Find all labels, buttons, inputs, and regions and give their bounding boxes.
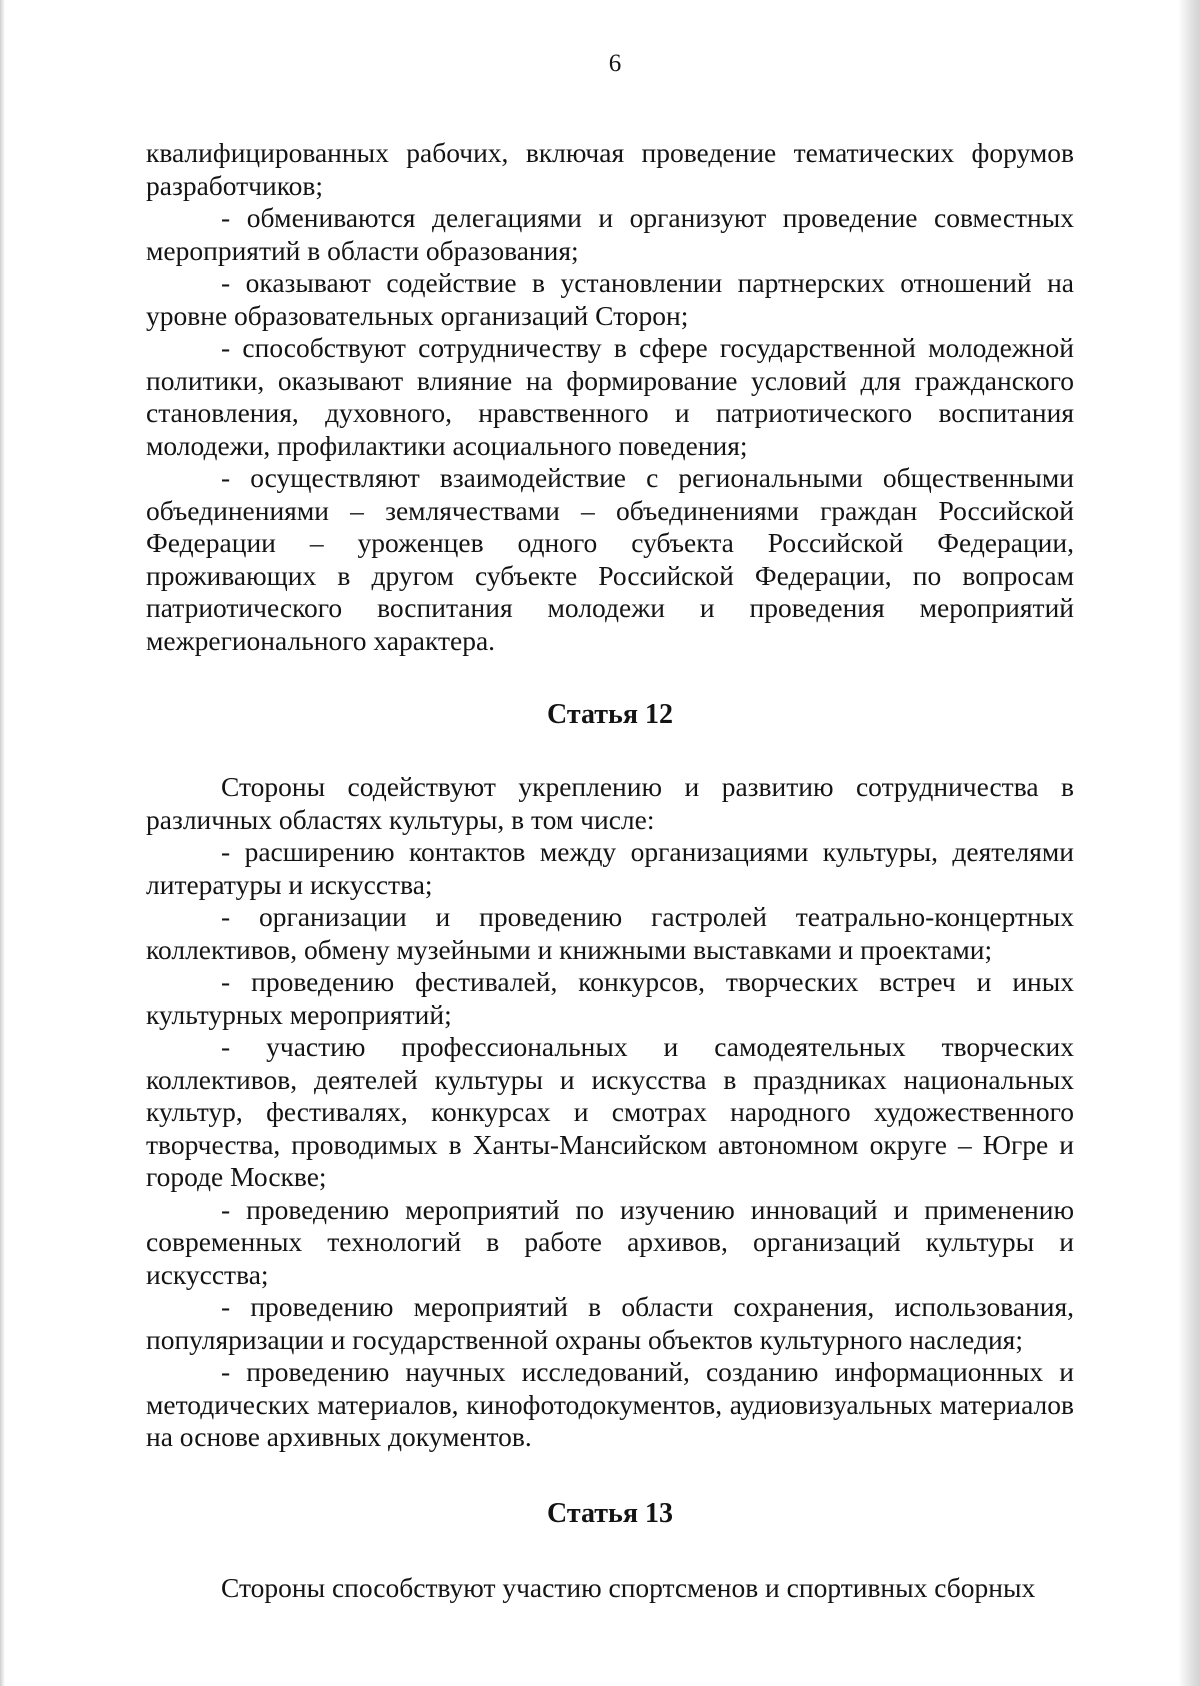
paragraph: - расширению контактов между организациями культуры, деятелями литературы и искусства;: [146, 836, 1074, 900]
article-heading: Статья 13: [547, 1497, 673, 1529]
article-heading: Статья 12: [547, 699, 673, 730]
paragraph: - способствуют сотрудничеству в сфере государственной молодежной политики, оказывают влияние на формирование условий для гражданского становления, духовного, нравственного и патриотического воспитания молодежи, профилактики асоциального поведения;: [146, 332, 1074, 461]
paragraph: - организации и проведению гастролей театрально-концертных коллективов, обмену музейными и книжными выставками и проектами;: [146, 901, 1074, 965]
paragraph: - обмениваются делегациями и организуют проведение совместных мероприятий в области образования;: [146, 202, 1074, 266]
scan-edge-right: [1178, 0, 1200, 1686]
paragraph: квалифицированных рабочих, включая проведение тематических форумов разработчиков;: [146, 137, 1074, 201]
paragraph: - проведению научных исследований, созданию информационных и методических материалов, кинофотодокументов, аудиовизуальных материалов на основе архивных документов.: [146, 1356, 1074, 1452]
paragraph: - проведению мероприятий по изучению инноваций и применению современных технологий в работе архивов, организаций культуры и искусства;: [146, 1193, 1074, 1290]
paragraph: - участию профессиональных и самодеятельных творческих коллективов, деятелей культуры и искусства в праздниках национальных культур, фестивалях, конкурсах и смотрах народного художественного творчества, проводимых в Ханты-Мансийском автономном округе – Югре и городе Москве;: [146, 1031, 1074, 1192]
paragraph: - оказывают содействие в установлении партнерских отношений на уровне образовательных организаций Сторон;: [146, 267, 1074, 331]
page-number: 6: [608, 50, 622, 77]
paragraph: Стороны содействуют укреплению и развитию сотрудничества в различных областях культуры, в том числе:: [146, 771, 1074, 835]
paragraph: - проведению фестивалей, конкурсов, творческих встреч и иных культурных мероприятий;: [146, 966, 1074, 1030]
paragraph: - проведению мероприятий в области сохранения, использования, популяризации и государственной охраны объектов культурного наследия;: [146, 1291, 1074, 1355]
document-body: [146, 137, 1074, 1604]
paragraph: - осуществляют взаимодействие с региональными общественными объединениями – землячествами – объединениями граждан Российской Федерации – уроженцев одного субъекта Российской Федерации, проживающих в другом субъекте Российской Федерации, по вопросам патриотического воспитания молодежи и проведения мероприятий межрегионального характера.: [146, 462, 1074, 656]
paragraph: Стороны способствуют участию спортсменов и спортивных сборных: [221, 1571, 1036, 1603]
scan-edge-left: [0, 0, 5, 1686]
